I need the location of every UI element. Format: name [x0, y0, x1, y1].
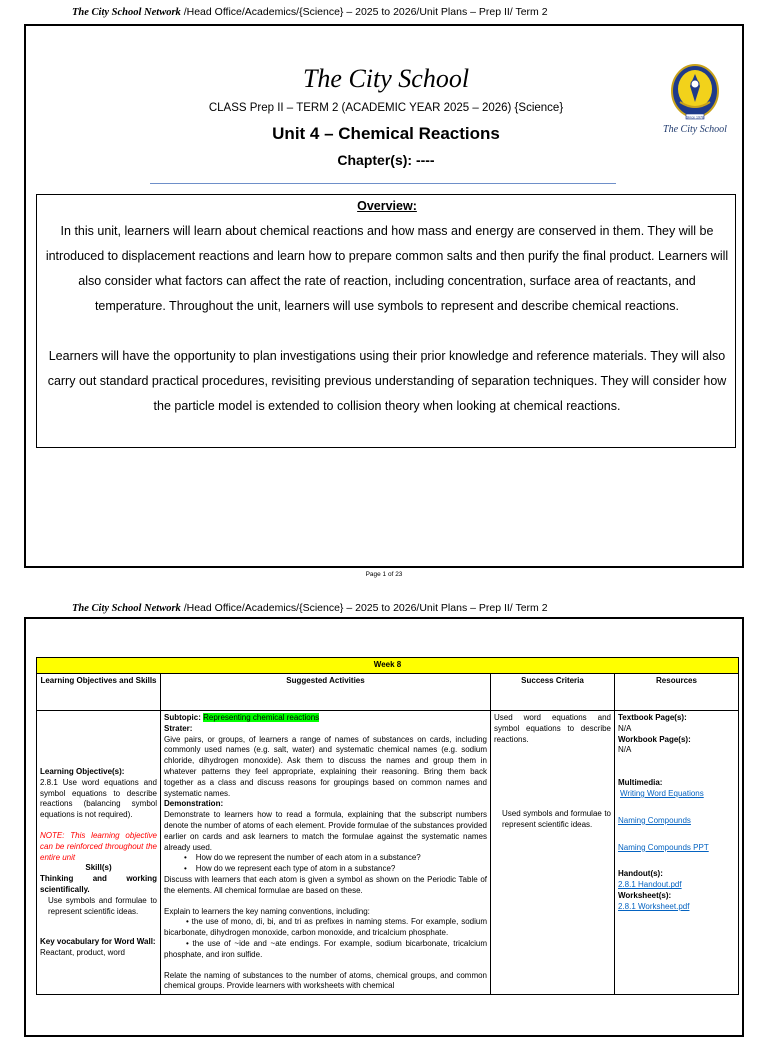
- bullet-item: • How do we represent each type of atom in a substance?: [184, 864, 396, 874]
- worksheet-label: Worksheet(s):: [618, 890, 672, 900]
- running-header: [72, 6, 548, 18]
- title-divider: [150, 183, 616, 184]
- bullet-text: How do we represent each type of atom in a substance?: [195, 864, 396, 874]
- school-name: The City School: [302, 64, 470, 93]
- page-1: [24, 24, 744, 568]
- col-header-resources: Resources: [615, 674, 739, 711]
- skills-text: Use symbols and formulae to represent scientific ideas.: [48, 895, 157, 916]
- link-worksheet-pdf[interactable]: 2.8.1 Worksheet.pdf: [618, 901, 690, 911]
- overview-box: [36, 194, 736, 448]
- bullet-item: • How do we represent the number of each atom in a substance?: [184, 853, 421, 863]
- lo-note: NOTE: This learning objective can be reinforced throughout the entire unit: [40, 830, 157, 862]
- workbook-value: N/A: [618, 745, 632, 755]
- convention-text: the use of ~ide and ~ate endings. For example, sodium bicarbonate, tricalcium phosphate, and iron sulfide.: [164, 938, 487, 959]
- relate-text: Relate the naming of substances to the number of atoms, chemical groups, and common chemical groups. Provide learners with worksheets with chemical: [164, 970, 487, 991]
- convention-text: the use of mono, di, bi, and tri as prefixes in naming stems. For example, sodium bicarbonate, dihydrogen monoxide, carbon monoxide, and tricalcium phosphate.: [164, 917, 487, 938]
- workbook-label: Workbook Page(s):: [618, 734, 691, 744]
- success-criterion-1: Used word equations and symbol equations to describe reactions.: [494, 713, 611, 744]
- success-criteria-cell: [491, 711, 615, 995]
- textbook-label: Textbook Page(s):: [618, 713, 687, 722]
- school-crest-icon: [658, 62, 732, 124]
- link-writing-word-equations[interactable]: Writing Word Equations: [620, 788, 704, 798]
- logo-caption: The City School: [663, 124, 727, 135]
- week-label: Week 8: [37, 658, 739, 674]
- skills-label: Skill(s): [85, 863, 112, 873]
- lo-text: 2.8.1 Use word equations and symbol equations to describe reactions (balancing symbol equations is not required).: [40, 777, 157, 820]
- subtopic-highlight: Representing chemical reactions: [203, 713, 320, 722]
- running-header-2: [72, 602, 548, 614]
- header-path: /Head Office/Academics/{Science} – 2025 to 2026/Unit Plans – Prep II/ Term 2: [180, 602, 548, 614]
- class-line: CLASS Prep II – TERM 2 (ACADEMIC YEAR 2025 – 2026) {Science}: [208, 102, 564, 114]
- objectives-cell: [37, 711, 161, 995]
- chapter-line: Chapter(s): ----: [337, 152, 435, 168]
- col-header-activities: Suggested Activities: [161, 674, 491, 711]
- starter-text: Give pairs, or groups, of learners a range of names of substances on cards, including commonly used names (e.g. salt, water) and systematic chemical names (e.g. sodium chloride, dihydrogen monoxide). Ask them to discuss the names and group them in whatever patterns they feel appropriate, explaining their reasoning. Bring them back together as a class and discuss reasons for groupings based on common names and systematic names.: [164, 734, 487, 798]
- overview-title: Overview:: [357, 199, 417, 213]
- convention-item: • the use of mono, di, bi, and tri as prefixes in naming stems. For example, sodium bicarbonate, dihydrogen monoxide, carbon monoxide, and tricalcium phosphate.: [164, 917, 487, 938]
- overview-paragraph-1: In this unit, learners will learn about chemical reactions and how mass and energy are conserved in them. They will be introduced to displacement reactions and learn how to prepare common salts and then purify the final product. Learners will also consider what factors can affect the rate of reaction, including concentration, surface area of reactants, and temperature. Throughout the unit, learners will use symbols to represent and describe chemical reactions.: [45, 224, 729, 313]
- resources-cell: [615, 711, 739, 995]
- convention-item: • the use of ~ide and ~ate endings. For example, sodium bicarbonate, tricalcium phosphate, and iron sulfide.: [164, 938, 487, 959]
- header-network: The City School Network: [72, 7, 181, 18]
- overview-paragraph-2: Learners will have the opportunity to plan investigations using their prior knowledge and reference materials. They will also carry out standard practical procedures, revisiting previous understanding of separation techniques. They will consider how the particle model is extended to collision theory when looking at chemical reactions.: [47, 349, 727, 413]
- subtopic-label: Subtopic:: [164, 713, 204, 722]
- header-path: /Head Office/Academics/{Science} – 2025 to 2026/Unit Plans – Prep II/ Term 2: [180, 6, 548, 18]
- header-network: The City School Network: [72, 603, 181, 614]
- page-number: Page 1 of 23: [365, 571, 403, 578]
- lo-label: Learning Objective(s):: [40, 767, 125, 776]
- logo-since: Since 1978: [686, 115, 704, 120]
- explain-text: Explain to learners the key naming conventions, including:: [164, 906, 370, 916]
- discuss-text: Discuss with learners that each atom is given a symbol as shown on the Periodic Table of the elements. All chemical formulae are based on these.: [164, 874, 487, 895]
- textbook-value: N/A: [618, 723, 632, 733]
- unit-title: Unit 4 – Chemical Reactions: [272, 124, 500, 143]
- vocab-label: Key vocabulary for Word Wall:: [40, 937, 156, 947]
- skills-heading: Thinking and working scientifically.: [40, 874, 157, 894]
- link-naming-compounds-ppt[interactable]: Naming Compounds PPT: [618, 842, 709, 852]
- vocab-text: Reactant, product, word: [40, 948, 125, 958]
- bullet-text: How do we represent the number of each atom in a substance?: [195, 853, 421, 863]
- success-criterion-2: Used symbols and formulae to represent scientific ideas.: [502, 809, 611, 830]
- col-header-objectives: Learning Objectives and Skills: [37, 674, 161, 711]
- multimedia-label: Multimedia:: [618, 778, 663, 788]
- handout-label: Handout(s):: [618, 869, 663, 879]
- link-handout-pdf[interactable]: 2.8.1 Handout.pdf: [618, 880, 682, 890]
- activities-cell: [161, 711, 491, 995]
- demo-text: Demonstrate to learners how to read a formula, explaining that the subscript numbers denote the number of atoms of each element. Provide formulae of the substances provided earlier on cards and ask learners to match the formulae against the systematic names already used.: [164, 810, 487, 852]
- unit-plan-table: [36, 657, 739, 995]
- starter-label: Strater:: [164, 723, 193, 733]
- col-header-success: Success Criteria: [491, 674, 615, 711]
- page-2: [24, 617, 744, 1037]
- link-naming-compounds[interactable]: Naming Compounds: [618, 815, 691, 825]
- demo-label: Demonstration:: [164, 799, 224, 809]
